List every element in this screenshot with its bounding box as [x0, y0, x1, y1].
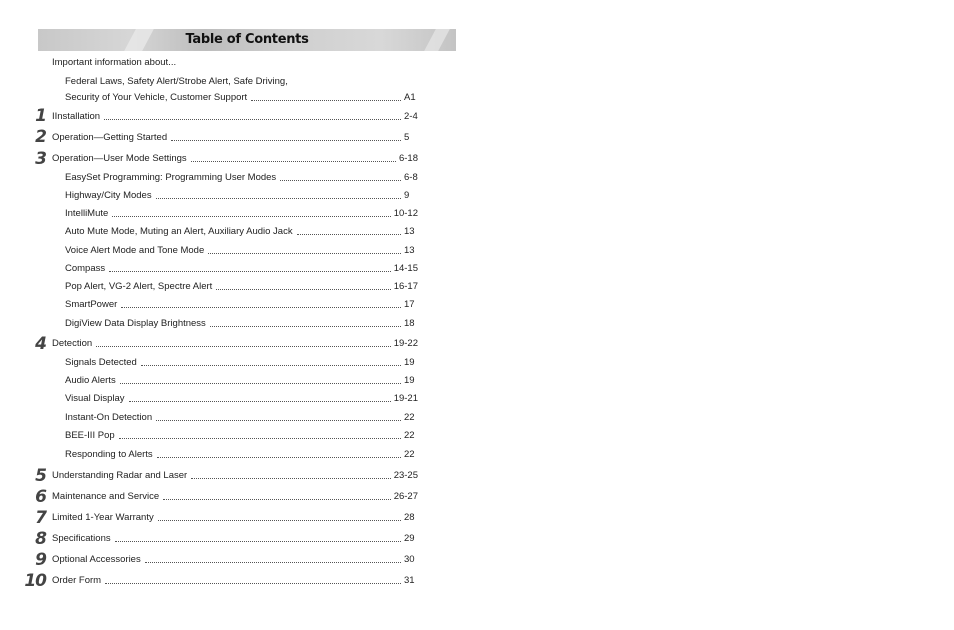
toc-entry-page: 22 — [404, 449, 415, 460]
toc-entry-page: 5 — [404, 132, 410, 143]
toc-subentry[interactable] — [65, 243, 418, 257]
toc-entry-label: Optional Accessories — [52, 554, 141, 565]
toc-subentry[interactable] — [65, 297, 418, 311]
toc-section-7[interactable] — [52, 510, 418, 524]
dot-leader — [104, 119, 401, 120]
toc-entry-label: IInstallation — [52, 111, 101, 122]
section-number: 7 — [35, 508, 46, 528]
toc-subentry[interactable] — [65, 279, 418, 293]
dot-leader — [210, 326, 401, 327]
toc-entry-label: SmartPower — [65, 299, 118, 310]
toc-subentry[interactable] — [65, 447, 418, 461]
section-number: 4 — [35, 334, 46, 354]
toc-entry-page: 6-8 — [404, 172, 418, 183]
toc-subentry[interactable] — [65, 188, 418, 202]
dot-leader — [163, 499, 390, 500]
toc-entry-page: 18 — [404, 318, 415, 329]
toc-entry-page: 29 — [404, 533, 415, 544]
dot-leader — [297, 234, 401, 235]
toc-section-8[interactable] — [52, 531, 418, 545]
toc-entry-page: 31 — [404, 575, 415, 586]
toc-entry-page: 26-27 — [393, 491, 418, 502]
section-number: 1 — [35, 106, 46, 126]
toc-entry-label: EasySet Programming: Programming User Modes — [65, 172, 277, 183]
page-title: Table of Contents — [185, 32, 309, 47]
toc-entry-label: Limited 1-Year Warranty — [52, 512, 154, 523]
dot-leader — [251, 100, 401, 101]
toc-entry-label: Visual Display — [65, 393, 125, 404]
section-number: 10 — [24, 571, 46, 591]
toc-entry-page: 13 — [404, 226, 415, 237]
dot-leader — [191, 478, 390, 479]
toc-entry-label: Auto Mute Mode, Muting an Alert, Auxiliary Audio Jack — [65, 226, 293, 237]
toc-section-2[interactable] — [52, 130, 418, 144]
toc-subentry[interactable] — [65, 316, 418, 330]
section-number: 5 — [35, 466, 46, 486]
dot-leader — [216, 289, 390, 290]
toc-entry-label: Maintenance and Service — [52, 491, 160, 502]
toc-entry-page: 19-21 — [393, 393, 418, 404]
toc-entry-page: 6-18 — [398, 153, 418, 164]
toc-entry-label: Security of Your Vehicle, Customer Support — [65, 92, 248, 103]
toc-entry-label: Audio Alerts — [65, 375, 116, 386]
dot-leader — [129, 401, 391, 402]
toc-subentry[interactable] — [65, 206, 418, 220]
toc-entry-page: 2-4 — [404, 111, 418, 122]
toc-entry-label: Instant-On Detection — [65, 412, 153, 423]
toc-entry-page: A1 — [404, 92, 416, 103]
toc-entry-label: Highway/City Modes — [65, 190, 152, 201]
safety-line-1: Federal Laws, Safety Alert/Strobe Alert, Safe Driving, — [65, 76, 288, 87]
dot-leader — [145, 562, 401, 563]
toc-entry-page: 19 — [404, 357, 415, 368]
toc-subentry[interactable] — [65, 355, 418, 369]
toc-entry-label: IntelliMute — [65, 208, 109, 219]
toc-entry-page: 22 — [404, 412, 415, 423]
toc-entry-page: 10-12 — [393, 208, 418, 219]
toc-entry-safety[interactable] — [65, 90, 418, 104]
dot-leader — [121, 307, 401, 308]
toc-entry-page: 9 — [404, 190, 410, 201]
dot-leader — [191, 161, 396, 162]
toc-subentry[interactable] — [65, 170, 418, 184]
toc-entry-page: 19-22 — [393, 338, 418, 349]
toc-entry-page: 22 — [404, 430, 415, 441]
toc-entry-label: Operation—User Mode Settings — [52, 153, 187, 164]
toc-entry-label: Signals Detected — [65, 357, 137, 368]
toc-header-bar — [38, 29, 456, 51]
toc-entry-label: Operation—Getting Started — [52, 132, 168, 143]
dot-leader — [141, 365, 401, 366]
dot-leader — [120, 383, 401, 384]
toc-section-3[interactable] — [52, 151, 418, 165]
toc-entry-label: DigiView Data Display Brightness — [65, 318, 206, 329]
intro-text: Important information about... — [52, 57, 177, 68]
toc-subentry[interactable] — [65, 391, 418, 405]
toc-subentry[interactable] — [65, 373, 418, 387]
dot-leader — [280, 180, 401, 181]
toc-subentry[interactable] — [65, 410, 418, 424]
toc-entry-label: Understanding Radar and Laser — [52, 470, 188, 481]
toc-entry-page: 23-25 — [393, 470, 418, 481]
toc-entry-label: Order Form — [52, 575, 102, 586]
section-number: 6 — [35, 487, 46, 507]
dot-leader — [119, 438, 401, 439]
section-number: 2 — [35, 127, 46, 147]
section-number: 8 — [35, 529, 46, 549]
dot-leader — [156, 420, 401, 421]
toc-entry-page: 16-17 — [393, 281, 418, 292]
toc-section-9[interactable] — [52, 552, 418, 566]
toc-entry-page: 19 — [404, 375, 415, 386]
toc-entry-label: Responding to Alerts — [65, 449, 153, 460]
dot-leader — [96, 346, 391, 347]
dot-leader — [157, 457, 401, 458]
section-number: 9 — [35, 550, 46, 570]
toc-entry-label: Specifications — [52, 533, 111, 544]
section-number: 3 — [35, 149, 46, 169]
dot-leader — [112, 216, 390, 217]
dot-leader — [105, 583, 401, 584]
toc-section-6[interactable] — [52, 489, 418, 503]
toc-entry-page: 17 — [404, 299, 415, 310]
toc-subentry[interactable] — [65, 224, 418, 238]
toc-section-5[interactable] — [52, 468, 418, 482]
dot-leader — [171, 140, 401, 141]
toc-entry-page: 13 — [404, 245, 415, 256]
toc-entry-page: 30 — [404, 554, 415, 565]
toc-subentry[interactable] — [65, 261, 418, 275]
toc-entry-label: BEE-III Pop — [65, 430, 115, 441]
toc-entry-label: Detection — [52, 338, 93, 349]
toc-entry-page: 14-15 — [393, 263, 418, 274]
dot-leader — [208, 253, 401, 254]
toc-entry-label: Voice Alert Mode and Tone Mode — [65, 245, 205, 256]
dot-leader — [158, 520, 401, 521]
toc-subentry[interactable] — [65, 428, 418, 442]
toc-entry-label: Pop Alert, VG-2 Alert, Spectre Alert — [65, 281, 213, 292]
dot-leader — [109, 271, 391, 272]
toc-section-1[interactable] — [52, 109, 418, 123]
toc-entry-label: Compass — [65, 263, 106, 274]
dot-leader — [156, 198, 401, 199]
toc-section-4[interactable] — [52, 336, 418, 350]
dot-leader — [115, 541, 401, 542]
toc-entry-page: 28 — [404, 512, 415, 523]
toc-section-10[interactable] — [52, 573, 418, 587]
